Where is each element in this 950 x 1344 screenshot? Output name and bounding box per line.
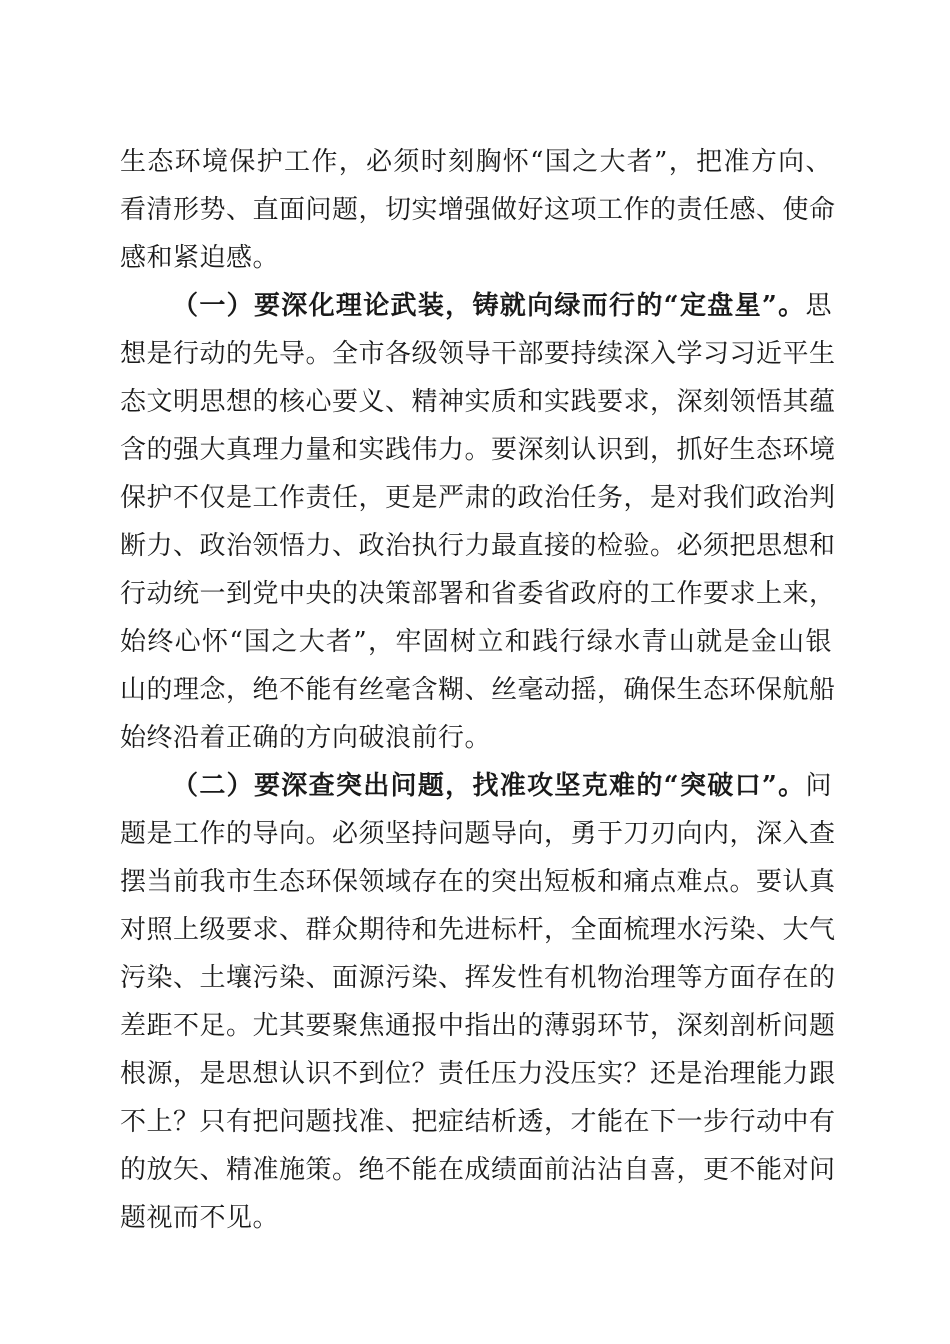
text-line: 不上？只有把问题找准、把症结析透，才能在下一步行动中有 xyxy=(120,1107,836,1137)
text-line: 生态环境保护工作，必须时刻胸怀“国之大者”，把准方向、 xyxy=(120,147,832,177)
text-line: 想是行动的先导。全市各级领导干部要持续深入学习习近平生 xyxy=(120,339,836,369)
section-1-heading: （一）要深化理论武装，铸就向绿而行的“定盘星”。 xyxy=(172,291,806,321)
text-line: 摆当前我市生态环保领域存在的突出短板和痛点难点。要认真 xyxy=(120,867,836,897)
section-2-first-line-rest: 问 xyxy=(805,771,832,801)
text-line: 态文明思想的核心要义、精神实质和实践要求，深刻领悟其蕴 xyxy=(120,387,836,417)
section-1-paragraph xyxy=(120,282,836,762)
text-line: 行动统一到党中央的决策部署和省委省政府的工作要求上来， xyxy=(120,579,836,609)
text-line: 始终心怀“国之大者”，牢固树立和践行绿水青山就是金山银 xyxy=(120,627,832,657)
section-1-first-line xyxy=(120,282,832,330)
text-line: 山的理念，绝不能有丝毫含糊、丝毫动摇，确保生态环保航船 xyxy=(120,675,836,705)
section-2-heading: （二）要深查突出问题，找准攻坚克难的“突破口”。 xyxy=(172,771,806,801)
section-2-paragraph xyxy=(120,762,836,1242)
text-line: 的放矢、精准施策。绝不能在成绩面前沾沾自喜，更不能对问 xyxy=(120,1155,836,1185)
intro-paragraph xyxy=(120,138,836,282)
section-2-first-line xyxy=(120,762,832,810)
text-line: 污染、土壤污染、面源污染、挥发性有机物治理等方面存在的 xyxy=(120,963,836,993)
text-line: 根源，是思想认识不到位？责任压力没压实？还是治理能力跟 xyxy=(120,1059,836,1089)
text-line: 始终沿着正确的方向破浪前行。 xyxy=(120,723,492,753)
text-line: 感和紧迫感。 xyxy=(120,243,280,273)
text-line: 题是工作的导向。必须坚持问题导向，勇于刀刃向内，深入查 xyxy=(120,819,836,849)
text-line: 保护不仅是工作责任，更是严肃的政治任务，是对我们政治判 xyxy=(120,483,836,513)
text-line: 题视而不见。 xyxy=(120,1203,280,1233)
text-line: 看清形势、直面问题，切实增强做好这项工作的责任感、使命 xyxy=(120,195,836,225)
text-line: 差距不足。尤其要聚焦通报中指出的薄弱环节，深刻剖析问题 xyxy=(120,1011,836,1041)
document-body xyxy=(120,138,836,1242)
text-line: 含的强大真理力量和实践伟力。要深刻认识到，抓好生态环境 xyxy=(120,435,836,465)
text-line: 对照上级要求、群众期待和先进标杆，全面梳理水污染、大气 xyxy=(120,915,836,945)
text-line: 断力、政治领悟力、政治执行力最直接的检验。必须把思想和 xyxy=(120,531,836,561)
section-1-first-line-rest: 思 xyxy=(805,291,832,321)
